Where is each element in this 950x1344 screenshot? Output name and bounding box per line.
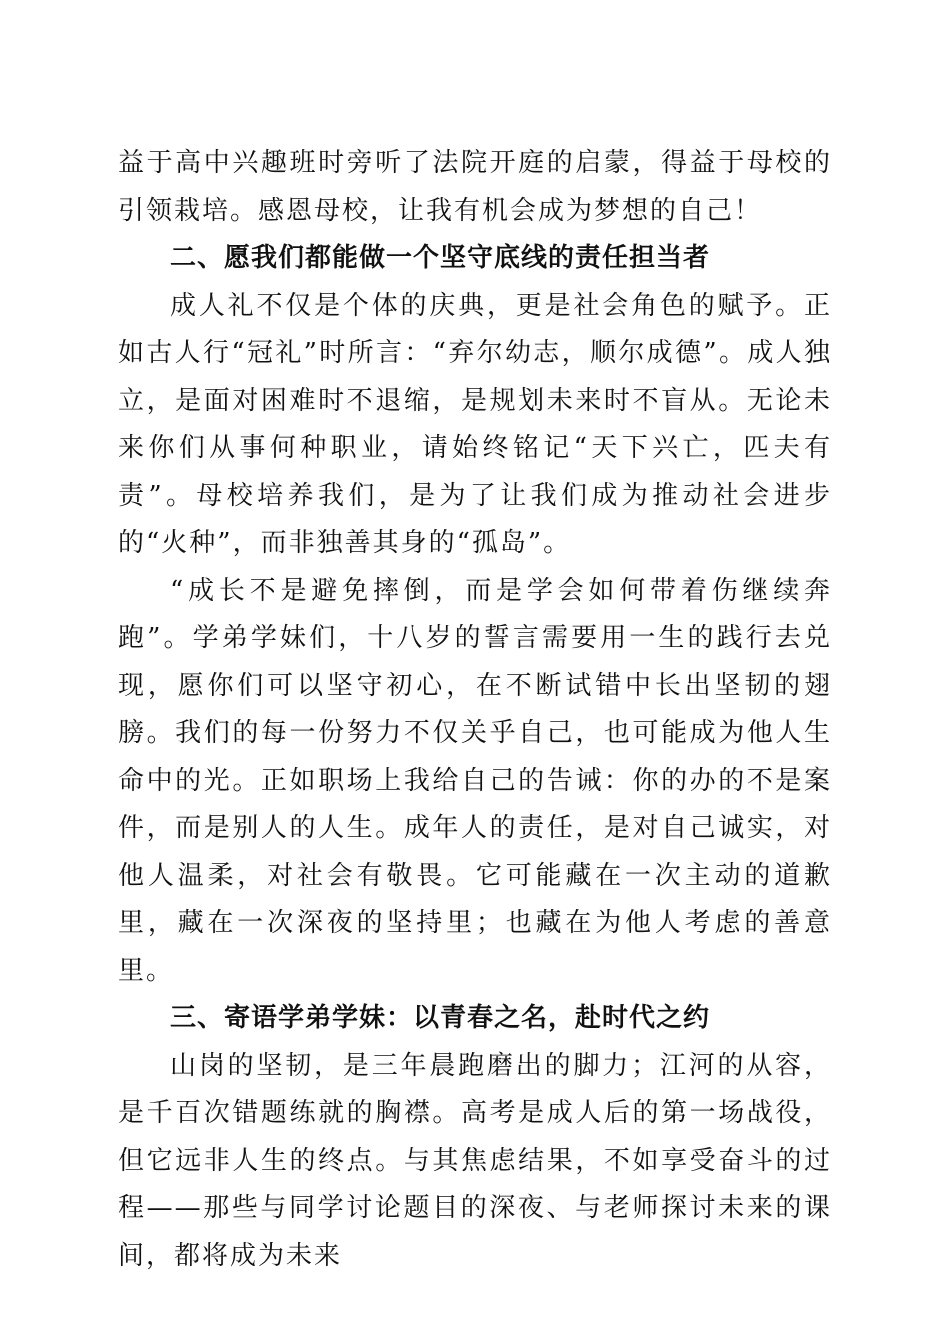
section-2-paragraph-1: 成人礼不仅是个体的庆典，更是社会角色的赋予。正如古人行“冠礼”时所言：“弃尔幼志，顺尔成德”。成人独立，是面对困难时不退缩，是规划未来时不盲从。无论未来你们从事何种职业，请始终铭记“天下兴亡，匹夫有责”。母校培养我们，是为了让我们成为推动社会进步的“火种”，而非独善其身的“孤岛”。 (118, 290, 832, 558)
section-2-heading: 二、愿我们都能做一个坚守底线的责任担当者 (170, 243, 711, 273)
document-body (118, 140, 832, 1280)
continuation-paragraph: 益于高中兴趣班时旁听了法院开庭的启蒙，得益于母校的引领栽培。感恩母校，让我有机会成为梦想的自己！ (118, 148, 832, 226)
section-3-paragraph-1: 山岗的坚韧，是三年晨跑磨出的脚力；江河的从容，是千百次错题练就的胸襟。高考是成人后的第一场战役，但它远非人生的终点。与其焦虑结果，不如享受奋斗的过程——那些与同学讨论题目的深夜、与老师探讨未来的课间，都将成为未来 (118, 1050, 832, 1271)
section-2-paragraph-2: “成长不是避免摔倒，而是学会如何带着伤继续奔跑”。学弟学妹们，十八岁的誓言需要用一生的践行去兑现，愿你们可以坚守初心，在不断试错中长出坚韧的翅膀。我们的每一份努力不仅关乎自己，也可能成为他人生命中的光。正如职场上我给自己的告诫：你的办的不是案件，而是别人的人生。成年人的责任，是对自己诚实，对他人温柔，对社会有敬畏。它可能藏在一次主动的道歉里，藏在一次深夜的坚持里；也藏在为他人考虑的善意里。 (118, 575, 832, 986)
section-3-heading: 三、寄语学弟学妹：以青春之名，赴时代之约 (170, 1003, 711, 1033)
